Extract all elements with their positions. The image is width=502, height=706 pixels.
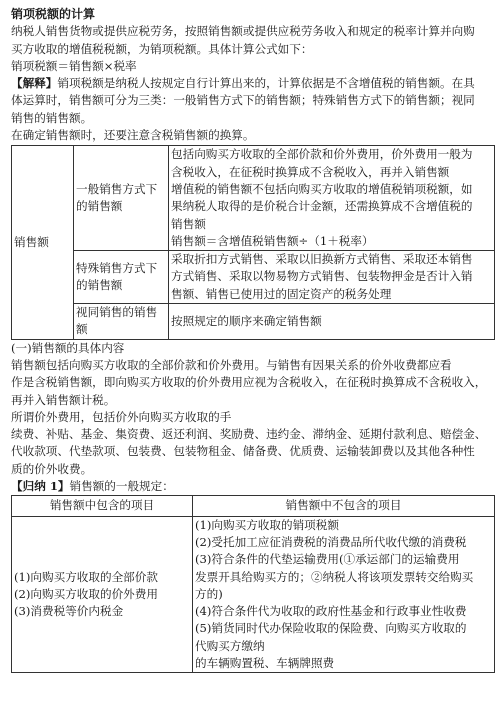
explain-line: 销项税额是纳税人按规定自行计算出来的，计算依据是不含增值税的销售额。在具 [57, 76, 475, 91]
type-cell [74, 304, 169, 340]
desc-line: 售额、销售已使用过的固定资产的税务处理 [171, 286, 392, 301]
desc-line: 方式销售、采取以物易物方式销售、包装物押金是否计入销 [171, 269, 473, 284]
type-cell [74, 251, 169, 304]
body-line: 销售额包括向购买方收取的全部价款和价外费用。与销售有因果关系的价外收费都应看 [11, 357, 452, 372]
column-header: 销售额中不包含的项目 [193, 496, 495, 516]
type-label: 视同销售的销售 [76, 305, 158, 320]
table-header-row [12, 496, 495, 516]
body-line: 再并入销售额计税。 [11, 392, 116, 407]
table-row [12, 251, 495, 304]
body-line: 所谓价外费用，包括价外向购买方收取的手 [11, 409, 232, 424]
desc-cell [169, 146, 495, 251]
type-label: 额 [76, 322, 88, 337]
excluded-item: (4)符合条件代为收取的政府性基金和行政事业性收费 [195, 604, 467, 619]
excluded-item: 发票开具给购买方的；②纳税人将该项发票转交给购买 [195, 569, 474, 584]
row-header-cell [12, 146, 74, 339]
explain-line: 体运算时，销售额可分为三类：一般销售方式下的销售额；特殊销售方式下的销售额；视同 [11, 93, 475, 108]
formula-line: 销项税额＝销售额×税率 [11, 58, 137, 73]
excluded-item: (1)向购买方收取的销项税额 [195, 517, 339, 532]
desc-line: 含税收入，在征税时换算成不含税收入，再并入销售额 [171, 164, 450, 179]
section-heading: 销项税额的计算 [11, 7, 96, 21]
explain-line: 在确定销售额时，还要注意含税销售额的换算。 [11, 128, 255, 143]
excluded-cell [193, 516, 495, 673]
included-cell [12, 516, 193, 673]
body-line: 作是含税销售额，即向购买方收取的价外费用应视为含税收入，在征税时换算成不含税收入， [11, 375, 487, 390]
excluded-item: 代购买方缴纳 [195, 638, 265, 653]
formula-line: 销售额＝含增值税销售额÷（1＋税率） [171, 233, 374, 248]
intro-line: 纳税人销售货物或提供应税劳务，按照销售额或提供应税劳务收入和规定的税率计算并向购 [11, 24, 475, 39]
type-label: 的销售额 [76, 278, 123, 293]
excluded-item: 的车辆购置税、车辆牌照费 [195, 655, 335, 670]
sales-amount-table [11, 145, 495, 339]
excluded-item: (3)符合条件的代垫运输费用(①承运部门的运输费用 [195, 552, 460, 567]
explain-paragraph [11, 75, 495, 92]
summary-line [11, 478, 495, 495]
rules-table [11, 495, 495, 673]
type-label: 的销售额 [76, 199, 123, 214]
desc-line: 包括向购买方收取的全部价款和价外费用，价外费用一般为 [171, 147, 473, 162]
desc-cell [169, 304, 495, 340]
desc-line: 果纳税人取得的是价税合计金额，还需换算成不含增值税的 [171, 199, 473, 214]
body-line: 续费、补贴、基金、集资费、返还利润、奖励费、违约金、滞纳金、延期付款利息、赔偿金、 [11, 427, 487, 442]
desc-cell [169, 251, 495, 304]
excluded-item: 方的) [195, 586, 223, 601]
excluded-item: (2)受托加工应征消费税的消费品所代收代缴的消费税 [195, 534, 467, 549]
body-line: 代收款项、代垫款项、包装费、包装物租金、储备费、优质费、运输装卸费以及其他各种性 [11, 444, 475, 459]
subsection-title: (一)销售额的具体内容 [11, 340, 125, 355]
included-item: (3)消费税等价内税金 [14, 604, 124, 619]
excluded-item: (5)销货同时代办保险收取的保险费、向购买方收取的 [195, 621, 467, 636]
explain-line: 销售的销售额。 [11, 110, 93, 125]
type-label: 一般销售方式下 [76, 181, 158, 196]
desc-line: 销售额 [171, 216, 206, 231]
body-line: 质的价外收费。 [11, 461, 93, 476]
desc-line: 增值税的销售额不包括向购买方收取的增值税销项税额，如 [171, 181, 473, 196]
document-page [11, 6, 495, 673]
explain-tag: 【解释】 [11, 76, 58, 91]
table-row [12, 516, 495, 673]
summary-tag: 【归纳 1】 [11, 479, 70, 494]
included-item: (2)向购买方收取的价外费用 [14, 586, 158, 601]
row-header: 销售额 [14, 234, 49, 249]
table-row [12, 304, 495, 340]
type-label: 特殊销售方式下 [76, 260, 158, 275]
type-cell [74, 146, 169, 251]
desc-line: 按照规定的顺序来确定销售额 [171, 313, 322, 328]
table-row [12, 146, 495, 251]
summary-text: 销售额的一般规定： [69, 479, 174, 494]
included-item: (1)向购买方收取的全部价款 [14, 569, 158, 584]
intro-line: 买方收取的增值税税额，为销项税额。具体计算公式如下： [11, 41, 313, 56]
column-header: 销售额中包含的项目 [12, 496, 193, 516]
desc-line: 采取折扣方式销售、采取以旧换新方式销售、采取还本销售 [171, 252, 473, 267]
